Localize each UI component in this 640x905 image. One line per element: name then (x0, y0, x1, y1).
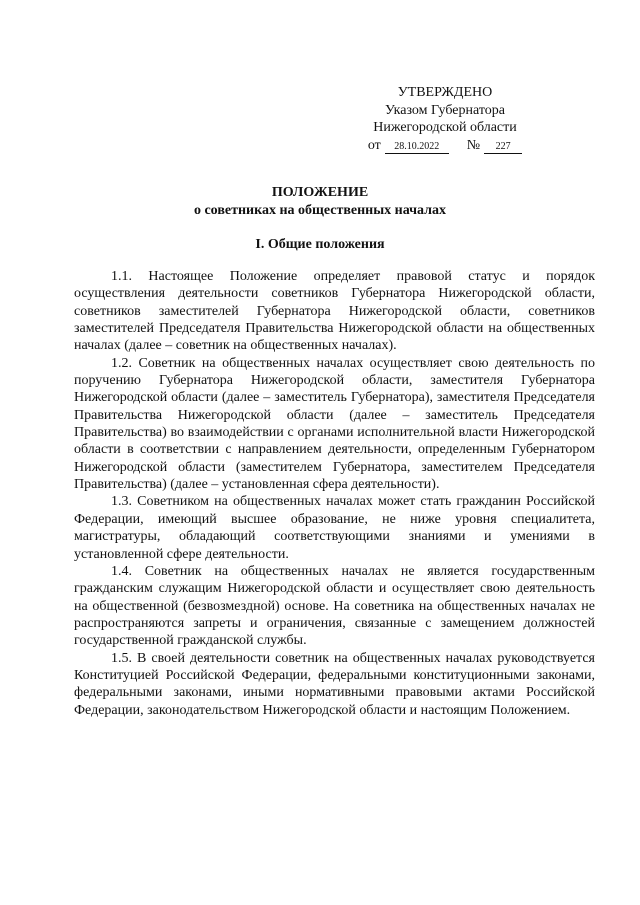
approval-stamp (360, 84, 530, 154)
number-sign: № (466, 137, 481, 153)
document-subtitle: о советниках на общественных началах (193, 203, 447, 218)
paragraph: 1.4. Советник на общественных началах не является государственным гражданским служащим Нижегородской области и осуществляет свою деятельность на общественной (безвозмездной) основе. На советника на общественных началах не распространяются запреты и ограничения, связанные с замещением должностей государственной гражданской службы. (74, 563, 595, 649)
from-label: от (367, 137, 381, 153)
document-title: ПОЛОЖЕНИЕ (271, 185, 369, 200)
decree-date: 28.10.2022 (385, 141, 449, 154)
decree-label: Указом Губернатора (384, 102, 506, 118)
paragraph: 1.1. Настоящее Положение определяет правовой статус и порядок осуществления деятельности советников Губернатора Нижегородской области, советников заместителей Губернатора Нижегородской области, советников заместителей Председателя Правительства Нижегородской области на общественных началах (далее – советник на общественных началах). (74, 269, 595, 354)
decree-date-number-row (360, 137, 530, 155)
decree-number: 227 (484, 141, 522, 154)
paragraph: 1.2. Советник на общественных началах осуществляет свою деятельность по поручению Губернатора Нижегородской области, заместителя Губернатора Нижегородской области (далее – заместитель Губернатора), заместителя Председателя Правительства Нижегородской области (далее – заместитель Председателя Правительства) во взаимодействии с органами исполнительной власти Нижегородской области в соответствии с направлением деятельности, определенным Губернатором Нижегородской области (заместителем Губернатора, заместителем Председателя Правительства) (далее – установленная сфера деятельности). (74, 355, 595, 493)
paragraph: 1.5. В своей деятельности советник на общественных началах руководствуется Конституцией Российской Федерации, федеральными конституционными законами, федеральными законами, иными нормативными правовыми актами Российской Федерации, законодательством Нижегородской области и настоящим Положением. (74, 650, 595, 718)
section-title: I. Общие положения (255, 237, 385, 252)
region-label: Нижегородской области (373, 120, 517, 135)
paragraph: 1.3. Советником на общественных началах может стать гражданин Российской Федерации, имеющий высшее образование, не ниже уровня специалитета, магистратуры, обладающий соответствующими знаниями и умениями в установленной сфере деятельности. (74, 494, 595, 562)
document-body (74, 268, 595, 719)
approved-label: УТВЕРЖДЕНО (397, 85, 493, 100)
